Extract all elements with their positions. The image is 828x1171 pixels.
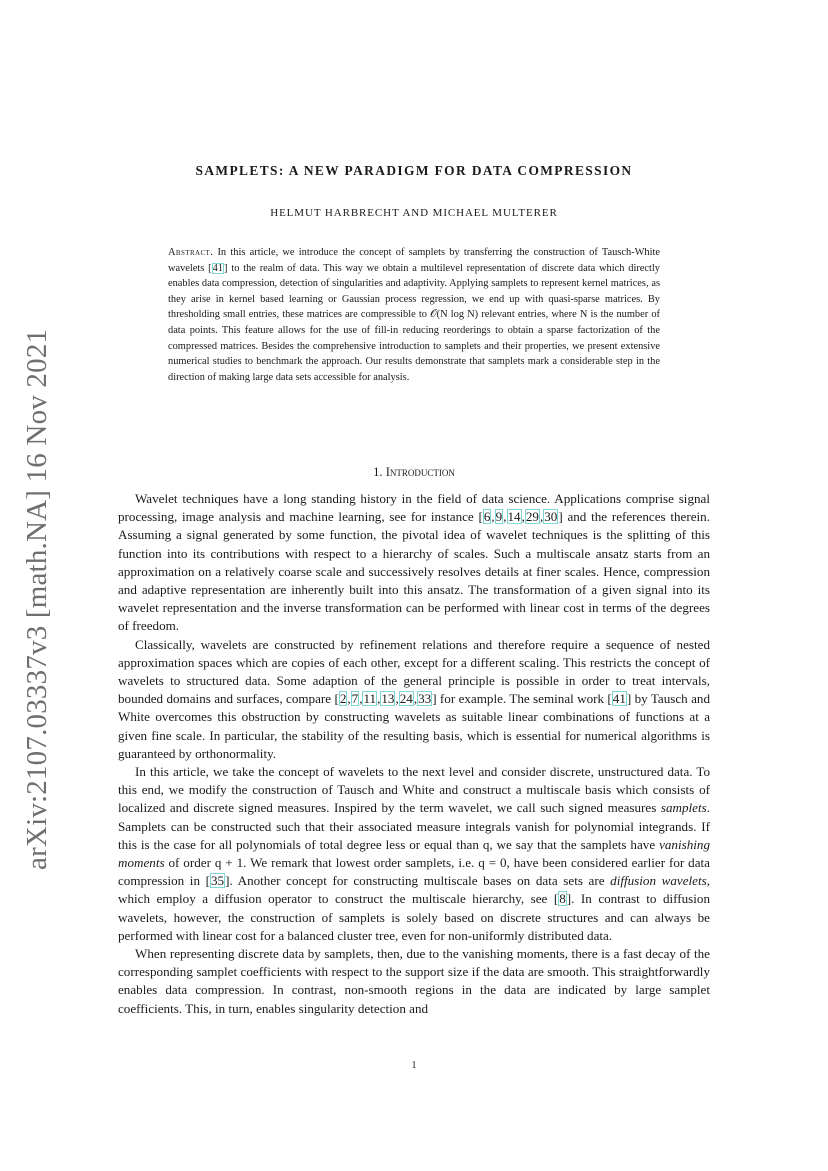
paragraph-3 [118,763,710,945]
para3-text-4: ]. Another concept for constructing multiscale bases on data sets are [225,873,605,889]
para1-text-2: ] and the references therein. Assuming a signal generated by some function, the pivotal idea of wavelet techniques is the splitting of this function into its contributions with respect to a hierarchy of scales. Such a multiscale ansatz starts from an approximation on a relatively coarse scale and successively resolves details at finer scales. Hence, compression and adaptive representation are inherently built into this ansatz. The transformation of a given signal into its wavelet representation and the inverse transformation can be performed with linear cost in terms of the degrees of freedom. [118,509,710,634]
citation-link[interactable]: 7 [351,691,359,707]
citation-link[interactable]: 6 [483,509,491,525]
citation-link[interactable]: 33 [418,691,432,707]
para2-text-3: ] by Tausch and White overcomes this obstruction by constructing wavelets as suitable linear combinations of functions at a given fine scale. In particular, the stability of the resulting basis, which is essential for numerical algorithms is guaranteed by orthonormality. [118,691,710,761]
abstract-text-1: In this article, we introduce the concept of samplets by transferring the construction of Tausch-White wavelets [168,247,660,274]
para3-text-3: of order q + 1. We remark that lowest order samplets, i.e. q = 0, have been considered earlier for data compression in [ [118,855,710,889]
paragraph-2: Classically, wavelets are constructed by refinement relations and therefore require a sequence of nested approximation spaces which are copies of each other, except for a different scaling. This restricts the concept of wavelets to structured data. Some adaption of the general principle is possible in order to treat intervals, bounded domains and surfaces, compare [2,7,11,13,24,33] for example. The seminal work [41] by Tausch and White overcomes this obstruction by constructing wavelets as suitable linear combinations of functions at a given fine scale. In particular, the stability of the resulting basis, which is essential for numerical algorithms is guaranteed by orthonormality. [118,636,710,761]
citation-link[interactable]: 2 [339,691,347,707]
para3-text-6: ]. In contrast to diffusion wavelets, however, the construction of samplets is solely based on discrete structures and can always be performed with linear cost for a balanced cluster tree, even for non-uniformly distributed data. [118,891,710,943]
para3-text-1: In this article, we take the concept of wavelets to the next level and consider discrete, unstructured data. To this end, we modify the construction of Tausch and White and construct a multiscale basis which consists of localized and discrete signed measures. Inspired by the term wavelet, we call such signed measures [118,764,710,816]
page-number: 1 [411,1060,417,1071]
paper-title: SAMPLETS: A NEW PARADIGM FOR DATA COMPRESSION [195,163,633,178]
term-samplets: samplets [660,800,707,816]
citation-link[interactable]: 35 [210,873,225,889]
citation-link[interactable]: 41 [612,691,626,707]
para3-text-2: . Samplets can be constructed such that their associated measure integrals vanish for polynomial integrands. If this is the case for all polynomials of total degree less or equal than q, we say that the samplets have [118,800,710,852]
citation-link[interactable]: 8 [559,891,566,907]
citation-link[interactable]: 30 [544,509,558,525]
paragraph-4: When representing discrete data by samplets, then, due to the vanishing moments, there is a fast decay of the corresponding samplet coefficients with respect to the support size if the data are smooth. This straightforwardly enables data compression. In contrast, non-smooth regions in the data are indicated by large samplet coefficients. This, in turn, enables singularity detection and [118,946,710,1016]
paper-authors: HELMUT HARBRECHT AND MICHAEL MULTERER [270,207,558,219]
para1-text-1: Wavelet techniques have a long standing history in the field of data science. Applications comprise signal processing, image analysis and machine learning, see for instance [ [118,491,710,525]
abstract-text-2: to the realm of data. This way we obtain a multilevel representation of discrete data which directly enables data compression, detection of singularities and adaptivity. Applying samplets to represent kernel matrices, as they arise in kernel based learning or Gaussian process regression, we end up with quasi-sparse matrices. By thresholding small entries, these matrices are compressible to 𝒪(N log N) relevant entries, where N is the number of data points. This feature allows for the use of fill-in reducing reorderings to obtain a sparse factorization of the compressed matrices. Besides the comprehensive introduction to samplets and their properties, we present extensive numerical studies to benchmark the approach. Our results demonstrate that samplets mark a considerable step in the direction of making large data sets accessible for analysis. [168,262,660,383]
citation-link[interactable]: 9 [495,509,503,525]
citation-link[interactable]: 24 [399,691,413,707]
citation-link[interactable]: 41 [212,262,224,274]
section-heading [118,465,710,480]
citation-link[interactable]: 14 [507,509,521,525]
citation-link[interactable]: 13 [381,691,395,707]
paragraph-1: Wavelet techniques have a long standing history in the field of data science. Applications comprise signal processing, image analysis and machine learning, see for instance [6,9,14,29,30] and the references therein. Assuming a signal generated by some function, the pivotal idea of wavelet techniques is the splitting of this function into its contributions with respect to a hierarchy of scales. Such a multiscale ansatz starts from an approximation on a relatively coarse scale and successively resolves details at finer scales. Hence, compression and adaptive representation are inherently built into this ansatz. The transformation of a given signal into its wavelet representation and the inverse transformation can be performed with linear cost in terms of the degrees of freedom. [118,491,710,634]
arxiv-identifier: arXiv:2107.03337v3 [math.NA] 16 Nov 2021 [21,328,53,870]
citation-link[interactable]: 29 [525,509,539,525]
arxiv-side-stamp [16,328,58,870]
term-vanishing-moments: vanishing moments [118,836,710,871]
para2-text-1: Classically, wavelets are constructed by refinement relations and therefore require a sequence of nested approximation spaces which are copies of each other, except for a different scaling. This restricts the concept of wavelets to structured data. Some adaption of the general principle is possible in order to treat intervals, bounded domains and surfaces, compare [ [118,636,710,707]
section-number: 1. [373,465,383,479]
abstract: Abstract. In this article, we introduce the concept of samplets by transferring the construction of Tausch-White wavelets [41] to the realm of data. This way we obtain a multilevel representation of discrete data which directly enables data compression, detection of singularities and adaptivity. Applying samplets to represent kernel matrices, as they arise in kernel based learning or Gaussian process regression, we end up with quasi-sparse matrices. By thresholding small entries, these matrices are compressible to 𝒪(N log N) relevant entries, where N is the number of data points. This feature allows for the use of fill-in reducing reorderings to obtain a sparse factorization of the compressed matrices. Besides the comprehensive introduction to samplets and their properties, we present extensive numerical studies to benchmark the approach. Our results demonstrate that samplets mark a considerable step in the direction of making large data sets accessible for analysis. [168,247,660,383]
abstract-label: Abstract. [168,247,214,258]
citation-link[interactable]: 11 [363,691,377,707]
section-title: Introduction [385,465,455,479]
para2-text-2: ] for example. The seminal work [ [432,691,612,707]
body-text [118,490,710,1018]
para3-text-5: , which employ a diffusion operator to construct the multiscale hierarchy, see [ [118,873,710,907]
term-diffusion-wavelets: diffusion wavelets [610,873,707,889]
